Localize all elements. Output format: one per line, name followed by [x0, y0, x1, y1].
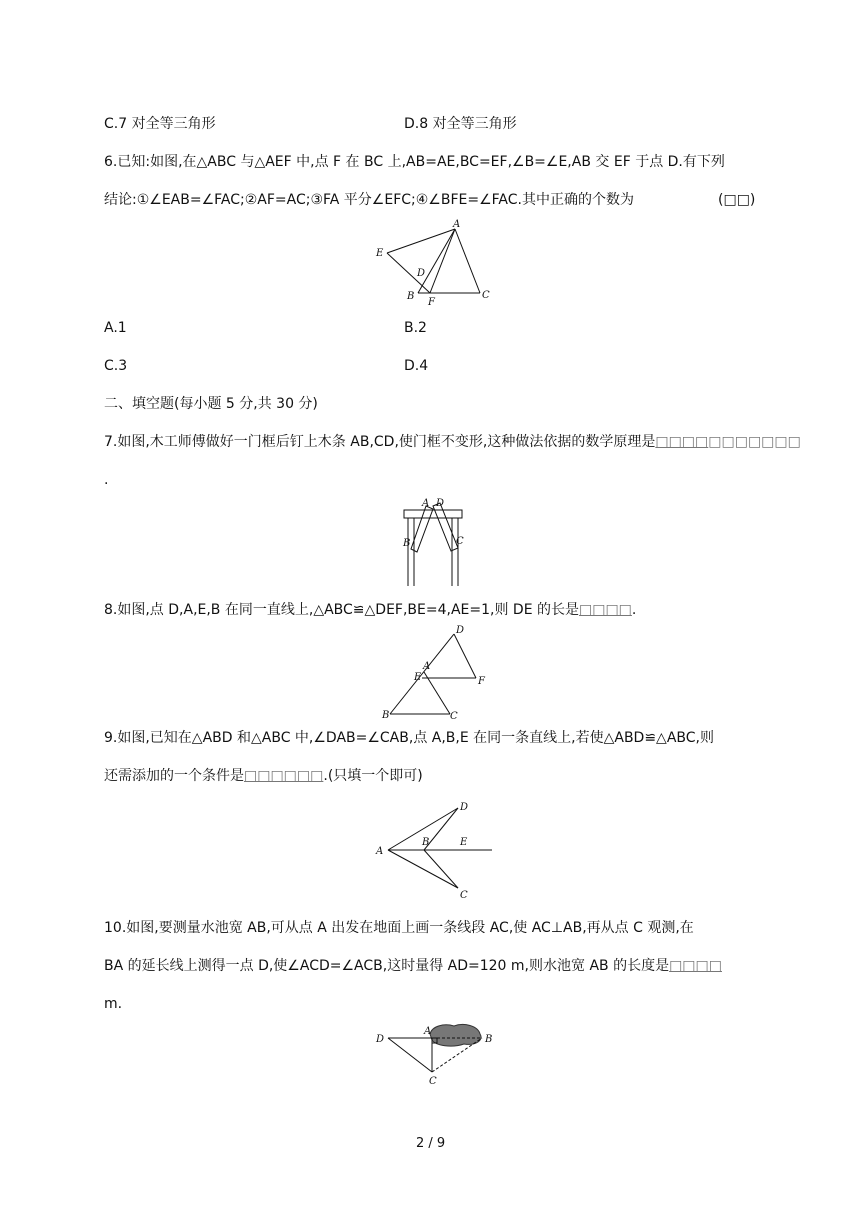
q6-label-e: E [376, 248, 384, 259]
q7-stem: 7.如图,木工师傅做好一门框后钉上木条 AB,CD,使门框不变形,这种做法依据的数学原理是 [104, 434, 656, 450]
q7-label-c: C [456, 536, 464, 547]
q8-label-d: D [456, 625, 465, 636]
q10-unit: m. [104, 996, 123, 1012]
q7-label-b: B [403, 538, 411, 549]
q5-option-c: C.7 对全等三角形 [104, 116, 216, 132]
q8-label-a: A [423, 661, 431, 672]
q6-label-a: A [453, 219, 461, 230]
q10-answer-blank: □□□□ [669, 958, 722, 974]
q6-text-line2: 结论:①∠EAB=∠FAC;②AF=AC;③FA 平分∠EFC;④∠BFE=∠FAC.其中正确的个数为 [104, 192, 634, 208]
q8-answer-blank: □□□□ [579, 602, 632, 618]
q10-label-d: D [376, 1034, 385, 1045]
q9-answer-blank: □□□□□□ [244, 768, 324, 784]
pond-shape [430, 1024, 481, 1046]
q6-answer-paren: (□□) [718, 192, 756, 208]
q7-period: . [104, 472, 109, 488]
q8-label-b: B [382, 710, 390, 720]
q10-label-a: A [424, 1026, 432, 1037]
q7-answer-blank: □□□□ [655, 434, 709, 450]
q9-note: .(只填一个即可) [323, 768, 423, 784]
q10-stem: BA 的延长线上测得一点 D,使∠ACD=∠ACB,这时量得 AD=120 m,则水池宽 AB 的长度是 [104, 958, 670, 974]
q6-figure [370, 216, 500, 308]
q6-label-c: C [482, 290, 490, 301]
q9-text-line1: 9.如图,已知在△ABD 和△ABC 中,∠DAB=∠CAB,点 A,B,E 在同一条直线上,若使△ABD≌△ABC,则 [104, 730, 714, 746]
q10-label-c: C [429, 1076, 437, 1087]
q6-option-b: B.2 [404, 320, 427, 336]
q8-label-f: F [478, 676, 485, 687]
q9-label-b: B [422, 837, 430, 848]
page-number: 2 / 9 [416, 1136, 446, 1151]
q8-stem: 8.如图,点 D,A,E,B 在同一直线上,△ABC≌△DEF,BE=4,AE=1,则 DE 的长是 [104, 602, 579, 618]
q8-label-e: E [414, 672, 422, 683]
q9-label-c: C [460, 890, 468, 901]
q5-option-d: D.8 对全等三角形 [404, 116, 517, 132]
q8-label-c: C [450, 711, 458, 720]
q9-figure [372, 796, 496, 902]
q7-door-frame-figure [398, 496, 468, 588]
section-heading: 二、填空题(每小题 5 分,共 30 分) [104, 396, 318, 412]
q9-label-e: E [460, 837, 468, 848]
q10-pond-figure [372, 1020, 502, 1090]
q7-label-a: A [422, 498, 430, 509]
q10-label-b: B [485, 1034, 493, 1045]
q8-figure [378, 624, 493, 720]
q9-text-line2 [104, 766, 423, 786]
q7-text [104, 432, 801, 452]
q6-label-f: F [428, 297, 435, 308]
q8-period: . [631, 602, 637, 618]
q6-option-a: A.1 [104, 320, 127, 336]
q8-text [104, 600, 636, 620]
q9-label-a: A [376, 846, 384, 857]
q10-text-line2 [104, 956, 722, 976]
q6-label-b: B [407, 291, 415, 302]
q9-stem: 还需添加的一个条件是 [104, 768, 244, 784]
q6-label-d: D [417, 268, 426, 279]
q9-label-d: D [460, 802, 469, 813]
q6-text-line1: 6.已知:如图,在△ABC 与△AEF 中,点 F 在 BC 上,AB=AE,BC=EF,∠B=∠E,AB 交 EF 于点 D.有下列 [104, 154, 725, 170]
q7-answer-blank-rest: □□□□□□□ [708, 434, 801, 450]
q6-option-d: D.4 [404, 358, 429, 374]
q7-label-d: D [436, 498, 445, 509]
q10-text-line1: 10.如图,要测量水池宽 AB,可从点 A 出发在地面上画一条线段 AC,使 AC⊥AB,再从点 C 观测,在 [104, 920, 694, 936]
q6-option-c: C.3 [104, 358, 128, 374]
